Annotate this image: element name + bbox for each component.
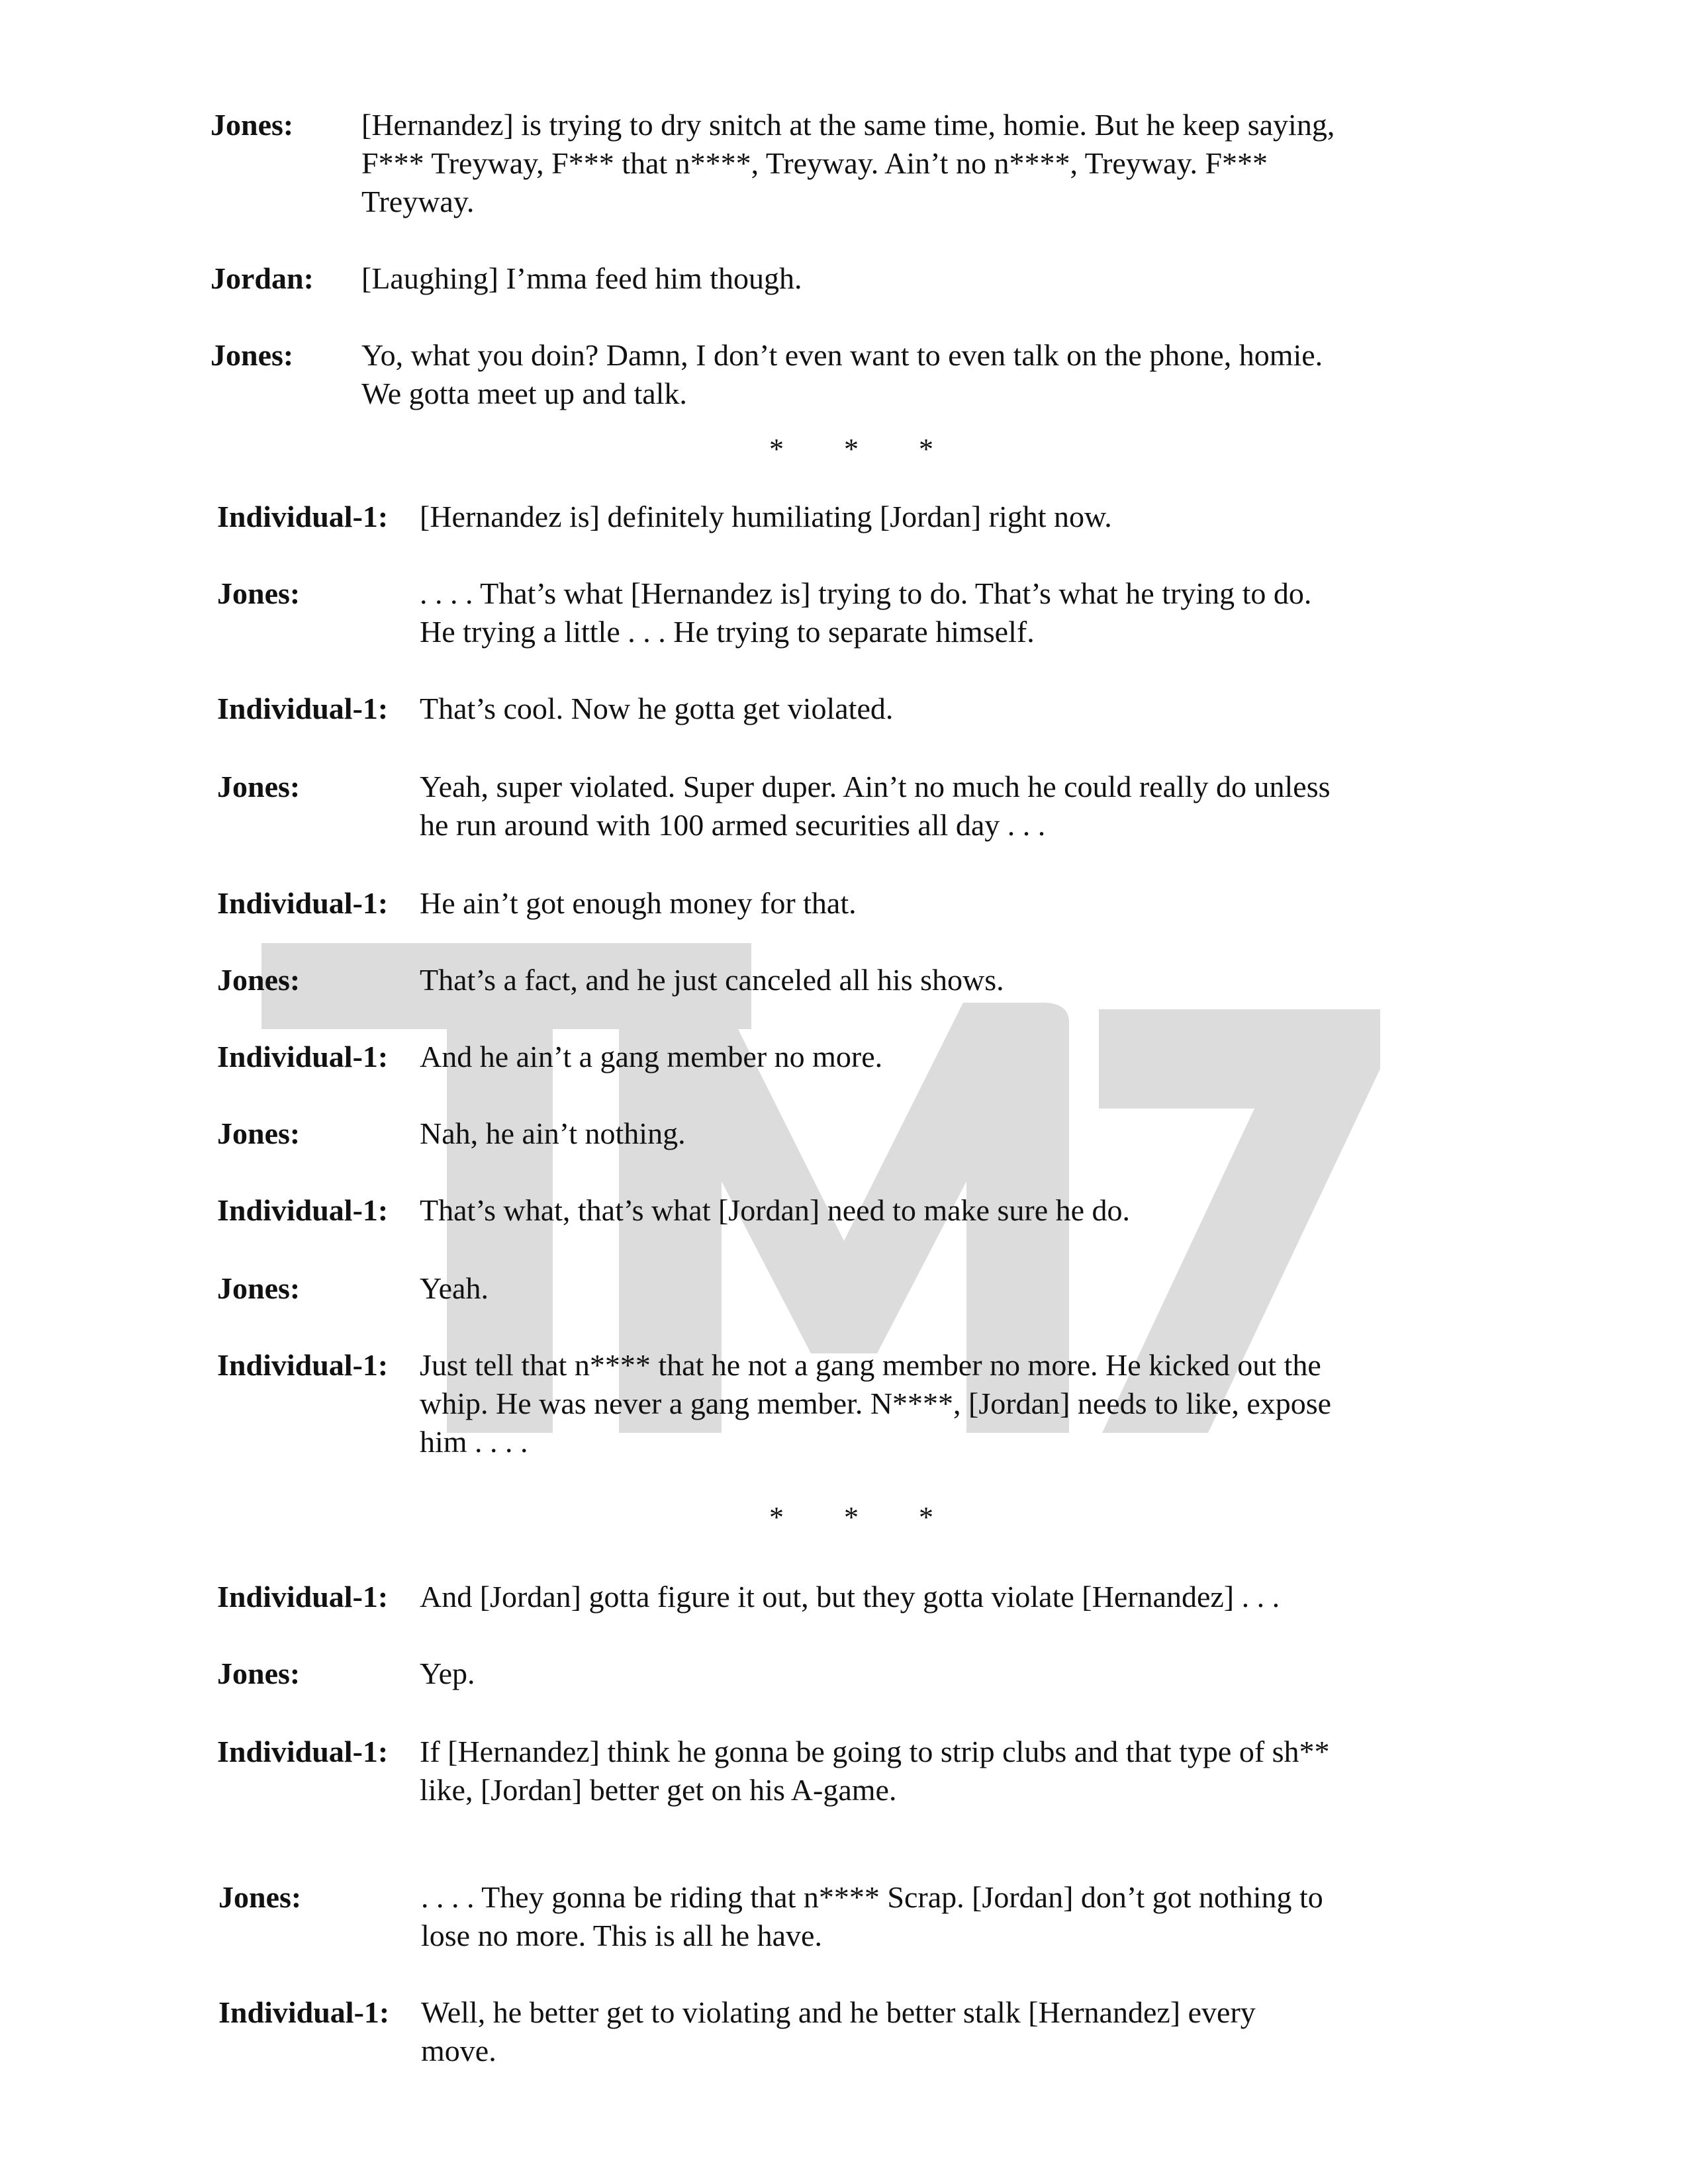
speaker-label: Individual-1: xyxy=(217,1348,389,1382)
dialogue-line: He ain’t got enough money for that. xyxy=(420,886,857,920)
dialogue-line: And he ain’t a gang member no more. xyxy=(420,1040,883,1073)
speaker-label: Jones: xyxy=(217,963,301,997)
dialogue-line: We gotta meet up and talk. xyxy=(361,377,687,410)
dialogue-line: . . . . That’s what [Hernandez is] trying to do. That’s what he trying to do. xyxy=(420,576,1312,610)
speaker-label: Individual-1: xyxy=(217,692,389,725)
dialogue-line: That’s a fact, and he just canceled all his shows. xyxy=(420,963,1004,997)
speaker-label: Jones: xyxy=(211,338,294,372)
speaker-label: Individual-1: xyxy=(217,1040,389,1073)
dialogue-line: him . . . . xyxy=(420,1425,528,1459)
speaker-label: Jones: xyxy=(218,1880,302,1914)
dialogue-line: [Laughing] I’mma feed him though. xyxy=(361,261,802,295)
dialogue-line: F*** Treyway, F*** that n****, Treyway. Ain’t no n****, Treyway. F*** xyxy=(361,146,1268,180)
dialogue-line: Just tell that n**** that he not a gang member no more. He kicked out the xyxy=(420,1348,1321,1382)
speaker-label: Jones: xyxy=(217,770,301,803)
speaker-label: Jones: xyxy=(217,576,301,610)
speaker-label: Individual-1: xyxy=(218,1995,390,2029)
dialogue-line: Yeah. xyxy=(420,1271,489,1305)
dialogue-line: Treyway. xyxy=(361,185,475,218)
speaker-label: Individual-1: xyxy=(217,1193,389,1227)
dialogue-line: Well, he better get to violating and he better stalk [Hernandez] every xyxy=(421,1995,1256,2029)
speaker-label: Individual-1: xyxy=(217,1735,389,1768)
dialogue-line: And [Jordan] gotta figure it out, but they gotta violate [Hernandez] . . . xyxy=(420,1580,1280,1614)
section-separator: * * * xyxy=(769,433,960,465)
dialogue-line: Yep. xyxy=(420,1657,475,1690)
dialogue-line: He trying a little . . . He trying to separate himself. xyxy=(420,615,1035,649)
speaker-label: Individual-1: xyxy=(217,1580,389,1614)
dialogue-line: If [Hernandez] think he gonna be going to strip clubs and that type of sh** xyxy=(420,1735,1330,1768)
dialogue-line: [Hernandez] is trying to dry snitch at the same time, homie. But he keep saying, xyxy=(361,108,1335,142)
dialogue-line: . . . . They gonna be riding that n**** Scrap. [Jordan] don’t got nothing to xyxy=(421,1880,1323,1914)
dialogue-line: That’s what, that’s what [Jordan] need to make sure he do. xyxy=(420,1193,1131,1227)
dialogue-line: whip. He was never a gang member. N****, [Jordan] needs to like, expose xyxy=(420,1387,1332,1420)
dialogue-line: [Hernandez is] definitely humiliating [Jordan] right now. xyxy=(420,500,1112,533)
dialogue-line: Nah, he ain’t nothing. xyxy=(420,1116,686,1150)
speaker-label: Jones: xyxy=(217,1657,301,1690)
section-separator: * * * xyxy=(769,1501,960,1533)
dialogue-line: Yeah, super violated. Super duper. Ain’t no much he could really do unless xyxy=(420,770,1331,803)
speaker-label: Jones: xyxy=(211,108,294,142)
dialogue-line: That’s cool. Now he gotta get violated. xyxy=(420,692,894,725)
speaker-label: Jones: xyxy=(217,1116,301,1150)
dialogue-line: like, [Jordan] better get on his A-game. xyxy=(420,1773,897,1807)
speaker-label: Jordan: xyxy=(211,261,314,295)
speaker-label: Jones: xyxy=(217,1271,301,1305)
speaker-label: Individual-1: xyxy=(217,886,389,920)
dialogue-line: move. xyxy=(421,2034,496,2068)
dialogue-line: lose no more. This is all he have. xyxy=(421,1919,822,1952)
dialogue-line: he run around with 100 armed securities all day . . . xyxy=(420,808,1046,842)
speaker-label: Individual-1: xyxy=(217,500,389,533)
dialogue-line: Yo, what you doin? Damn, I don’t even want to even talk on the phone, homie. xyxy=(361,338,1323,372)
